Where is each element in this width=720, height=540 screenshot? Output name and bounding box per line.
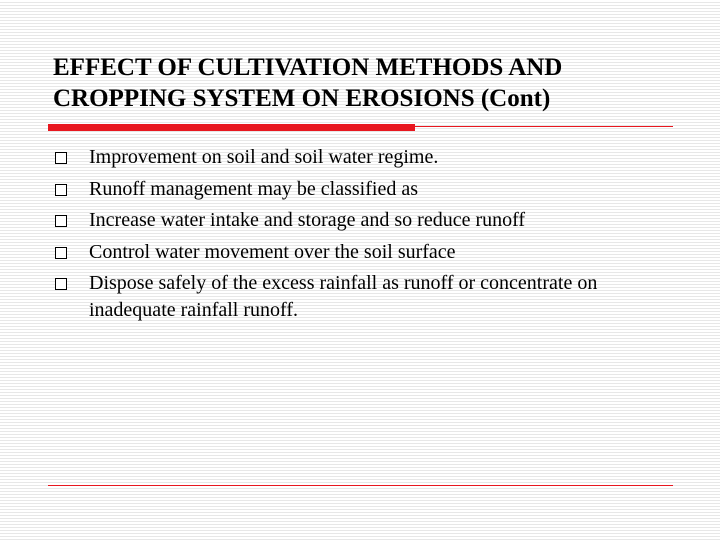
hollow-square-bullet-icon [55, 215, 67, 227]
bullet-text: Dispose safely of the excess rainfall as runoff or concentrate on inadequate rainfall runoff. [89, 272, 598, 321]
footer-divider [48, 485, 673, 486]
slide-title: EFFECT OF CULTIVATION METHODS AND CROPPING SYSTEM ON EROSIONS (Cont) [53, 54, 563, 112]
title-underline-thin-line [415, 126, 673, 127]
bullet-item [53, 237, 683, 269]
hollow-square-bullet-icon [55, 247, 67, 259]
bullet-item [53, 142, 683, 174]
hollow-square-bullet-icon [55, 278, 67, 290]
bullet-text: Control water movement over the soil surface [89, 240, 456, 263]
bullet-item [53, 205, 683, 237]
hollow-square-bullet-icon [55, 184, 67, 196]
title-underline-accent-bar [48, 124, 415, 131]
bullet-list [53, 142, 683, 324]
title-underline [48, 124, 673, 131]
bullet-text: Increase water intake and storage and so reduce runoff [89, 209, 526, 231]
bullet-item [53, 174, 683, 206]
bullet-text: Runoff management may be classified as [89, 177, 418, 200]
hollow-square-bullet-icon [55, 152, 67, 164]
bullet-text: Improvement on soil and soil water regime. [89, 146, 439, 168]
bullet-item [53, 268, 683, 324]
